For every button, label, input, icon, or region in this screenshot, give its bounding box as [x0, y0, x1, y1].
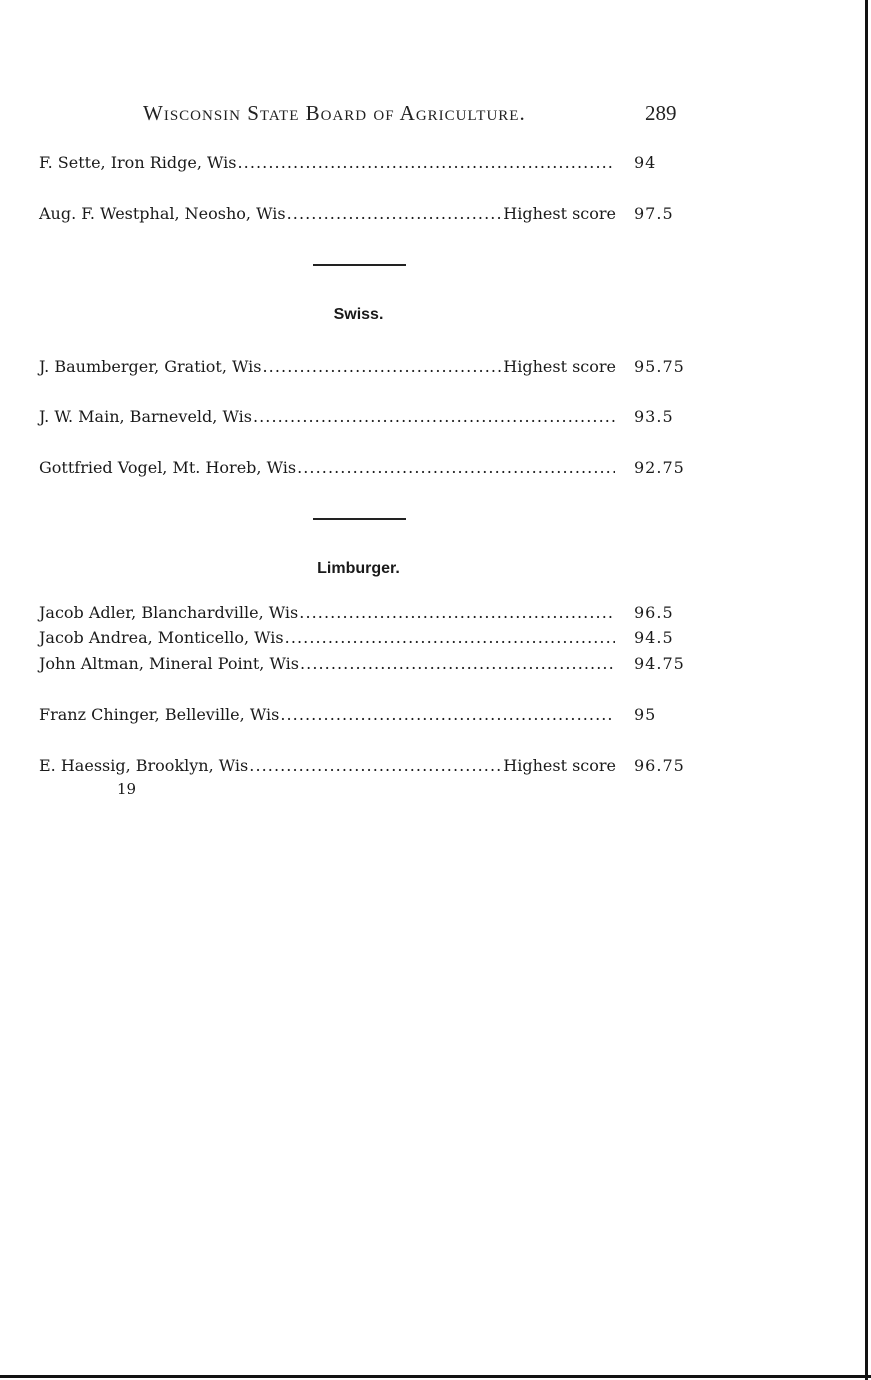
- dot-leader: [253, 407, 615, 427]
- entry-score: 92.75: [634, 458, 685, 477]
- entrant-name: Gottfried Vogel, Mt. Horeb, Wis: [39, 458, 297, 477]
- running-title: Wisconsin State Board of Agriculture.: [143, 101, 526, 125]
- entrant-name: Franz Chinger, Belleville, Wis: [39, 705, 280, 724]
- entry-note: Highest score: [503, 756, 616, 775]
- dot-leader: [249, 756, 502, 776]
- entry-score: 96.75: [634, 756, 685, 775]
- list-item: [39, 654, 616, 674]
- section-heading-limburger: Limburger.: [317, 560, 400, 577]
- section-divider: [313, 264, 406, 266]
- list-item: [39, 204, 616, 224]
- page-edge-bottom: [0, 1375, 871, 1378]
- list-item: [39, 756, 616, 776]
- dot-leader: [237, 153, 615, 173]
- dot-leader: [299, 603, 615, 623]
- entry-score: 97.5: [634, 204, 674, 223]
- list-item: [39, 407, 616, 427]
- dot-leader: [263, 357, 503, 377]
- entry-score: 95: [634, 705, 657, 724]
- section-heading-swiss: Swiss.: [333, 306, 384, 323]
- signature-mark: 19: [117, 780, 137, 798]
- entrant-name: J. W. Main, Barneveld, Wis: [39, 407, 252, 426]
- dot-leader: [300, 654, 615, 674]
- list-item: [39, 705, 616, 725]
- list-item: [39, 458, 616, 478]
- entry-note: Highest score: [503, 204, 616, 223]
- entry-score: 94.75: [634, 654, 685, 673]
- entry-score: 94.5: [634, 628, 674, 647]
- dot-leader: [287, 204, 503, 224]
- entry-note: Highest score: [503, 357, 616, 376]
- entry-score: 94: [634, 153, 657, 172]
- entry-score: 96.5: [634, 603, 674, 622]
- entrant-name: F. Sette, Iron Ridge, Wis: [39, 153, 237, 172]
- dot-leader: [297, 458, 615, 478]
- entrant-name: Aug. F. Westphal, Neosho, Wis: [39, 204, 286, 223]
- section-divider: [313, 518, 406, 520]
- page-edge-right: [865, 0, 868, 1380]
- entrant-name: Jacob Andrea, Monticello, Wis: [39, 628, 284, 647]
- entrant-name: J. Baumberger, Gratiot, Wis: [39, 357, 262, 376]
- list-item: [39, 153, 616, 173]
- page-number: 289: [645, 101, 677, 125]
- list-item: [39, 628, 616, 648]
- dot-leader: [285, 628, 615, 648]
- list-item: [39, 603, 616, 623]
- entry-score: 93.5: [634, 407, 674, 426]
- dot-leader: [280, 705, 615, 725]
- entry-score: 95.75: [634, 357, 685, 376]
- entrant-name: E. Haessig, Brooklyn, Wis: [39, 756, 249, 775]
- list-item: [39, 357, 616, 377]
- entrant-name: John Altman, Mineral Point, Wis: [39, 654, 299, 673]
- entrant-name: Jacob Adler, Blanchardville, Wis: [39, 603, 299, 622]
